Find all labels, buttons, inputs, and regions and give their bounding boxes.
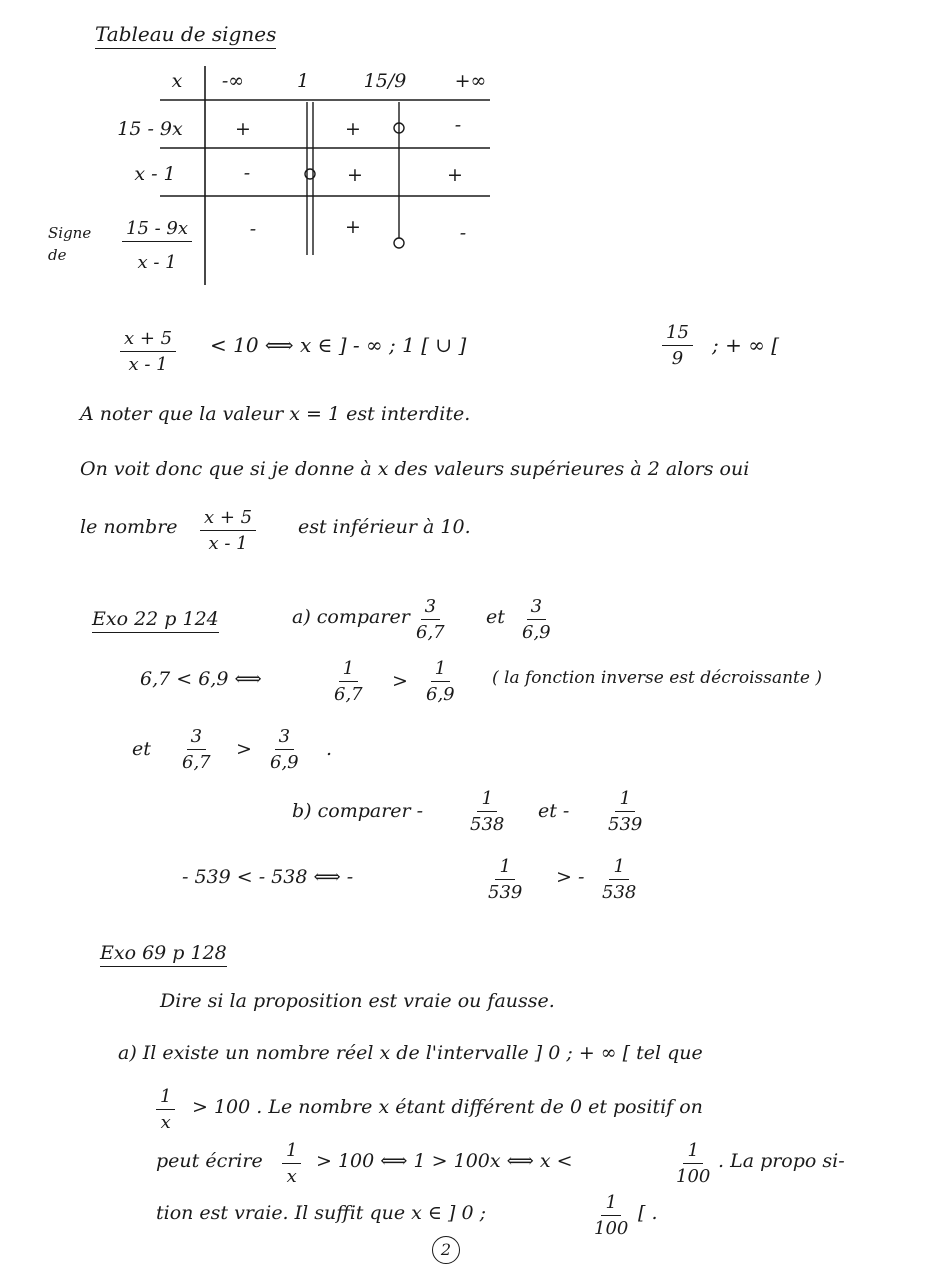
note-fraction — [200, 507, 256, 554]
exo22-a-et: et — [486, 606, 505, 628]
fraction-numerator: 1 — [615, 788, 634, 812]
fraction-denominator: 538 — [602, 882, 637, 903]
table-x-value: 15/9 — [363, 70, 407, 92]
table-row-prefix: Signe de — [48, 224, 92, 264]
table-row-label: 15 - 9x — [117, 118, 183, 140]
table-sign: - — [249, 218, 257, 240]
fraction-numerator: 15 - 9x — [122, 218, 192, 242]
exo22-line1-fraction — [330, 658, 367, 705]
fraction-numerator: 1 — [683, 1140, 702, 1164]
fraction-numerator: 1 — [477, 788, 496, 812]
exo22-line1-gt: > — [392, 670, 408, 692]
note-line: est inférieur à 10. — [298, 516, 471, 538]
exo22-line2-dot: . — [326, 738, 333, 760]
fraction-denominator: 539 — [608, 814, 643, 835]
table-sign: + — [235, 118, 251, 140]
exo69-line: [ . — [638, 1202, 658, 1224]
exo69-line: > 100 . Le nombre x étant différent de 0 et positif on — [192, 1096, 703, 1118]
exo22-b-label: b) comparer - — [292, 800, 424, 822]
exo69-line: > 100 ⟺ 1 > 100x ⟺ x < — [316, 1150, 573, 1172]
fraction-numerator: 15 — [662, 322, 693, 346]
fraction-numerator: 3 — [275, 726, 294, 750]
fraction-denominator: 538 — [470, 814, 505, 835]
exo22-b-et: et - — [538, 800, 570, 822]
exo69-line: . La propo si- — [718, 1150, 845, 1172]
fraction-numerator: 1 — [339, 658, 358, 682]
fraction-numerator: 3 — [187, 726, 206, 750]
exo22-line2-fraction — [266, 726, 303, 773]
fraction-denominator: 100 — [594, 1218, 629, 1239]
exo22-line3-gt: > - — [556, 866, 585, 888]
table-sign: + — [345, 118, 361, 140]
exo69-line: tion est vraie. Il suffit que x ∈ ] 0 ; — [156, 1202, 486, 1224]
fraction-denominator: 100 — [676, 1166, 711, 1187]
exo69-fraction — [156, 1086, 175, 1133]
fraction-denominator: 9 — [671, 348, 684, 369]
fraction-numerator: 1 — [609, 856, 628, 880]
exo22-a-fraction — [518, 596, 555, 643]
fraction-denominator: 6,7 — [334, 684, 363, 705]
fraction-denominator: 539 — [488, 882, 523, 903]
exo69-fraction — [282, 1140, 301, 1187]
exo69-line: peut écrire — [156, 1150, 263, 1172]
table-sign: - — [459, 222, 467, 244]
fraction-denominator: x — [286, 1166, 297, 1187]
fraction-denominator: x - 1 — [128, 354, 168, 375]
table-sign: - — [243, 162, 251, 184]
exo22-a-label: a) comparer — [292, 606, 410, 628]
fraction-numerator: 1 — [601, 1192, 620, 1216]
exo22-line1-left: 6,7 < 6,9 ⟺ — [140, 668, 262, 690]
fraction-numerator: 1 — [495, 856, 514, 880]
solution-interval-fraction — [662, 322, 693, 369]
fraction-numerator: 3 — [527, 596, 546, 620]
fraction-denominator: 6,7 — [416, 622, 445, 643]
exo22-a-fraction — [412, 596, 449, 643]
fraction-denominator: 6,9 — [522, 622, 551, 643]
solution-relation: < 10 ⟺ x ∈ ] - ∞ ; 1 [ ∪ ] — [210, 333, 467, 357]
exo22-b-fraction — [604, 788, 646, 835]
exo22-line3-fraction — [484, 856, 526, 903]
fraction-numerator: x + 5 — [200, 507, 256, 531]
page-heading: Tableau de signes — [95, 22, 276, 49]
fraction-numerator: 1 — [431, 658, 450, 682]
table-row-label: x - 1 — [134, 163, 176, 185]
exo69-fraction — [672, 1140, 714, 1187]
fraction-numerator: 1 — [156, 1086, 175, 1110]
fraction-denominator: 6,9 — [426, 684, 455, 705]
table-x-value: +∞ — [454, 70, 487, 92]
exo22-title: Exo 22 p 124 — [92, 608, 219, 633]
exo22-line1-note: ( la fonction inverse est décroissante ) — [492, 668, 822, 688]
table-sign: + — [347, 164, 363, 186]
solution-tail: ; + ∞ [ — [712, 333, 780, 357]
table-row-fraction — [122, 218, 192, 273]
exo69-fraction — [590, 1192, 632, 1239]
table-x-label: x — [171, 70, 183, 92]
exo69-line: a) Il existe un nombre réel x de l'intervalle ] 0 ; + ∞ [ tel que — [118, 1042, 703, 1064]
table-sign: + — [447, 164, 463, 186]
table-x-value: 1 — [296, 70, 310, 92]
fraction-denominator: 6,9 — [270, 752, 299, 773]
fraction-numerator: 3 — [421, 596, 440, 620]
exo22-b-fraction — [466, 788, 508, 835]
exo22-line2-fraction — [178, 726, 215, 773]
fraction-numerator: x + 5 — [120, 328, 176, 352]
exo22-line1-fraction — [422, 658, 459, 705]
exo22-line3-left: - 539 < - 538 ⟺ - — [182, 866, 354, 888]
fraction-denominator: 6,7 — [182, 752, 211, 773]
table-sign: + — [345, 216, 361, 238]
table-x-value: -∞ — [221, 70, 245, 92]
table-sign: - — [454, 114, 462, 136]
note-line: le nombre — [80, 516, 178, 538]
fraction-denominator: x — [160, 1112, 171, 1133]
fraction-denominator: x - 1 — [137, 252, 177, 273]
solution-lhs-fraction — [120, 328, 176, 375]
exo22-line2-et: et — [132, 738, 151, 760]
fraction-denominator: x - 1 — [208, 533, 248, 554]
exo69-title: Exo 69 p 128 — [100, 942, 227, 967]
exo69-intro: Dire si la proposition est vraie ou fausse. — [160, 990, 555, 1012]
exo22-line2-gt: > — [236, 738, 252, 760]
page-number: 2 — [432, 1236, 460, 1264]
fraction-numerator: 1 — [282, 1140, 301, 1164]
note-line: A noter que la valeur x = 1 est interdite. — [80, 403, 471, 425]
note-line: On voit donc que si je donne à x des valeurs supérieures à 2 alors oui — [80, 458, 750, 480]
exo22-line3-fraction — [598, 856, 640, 903]
